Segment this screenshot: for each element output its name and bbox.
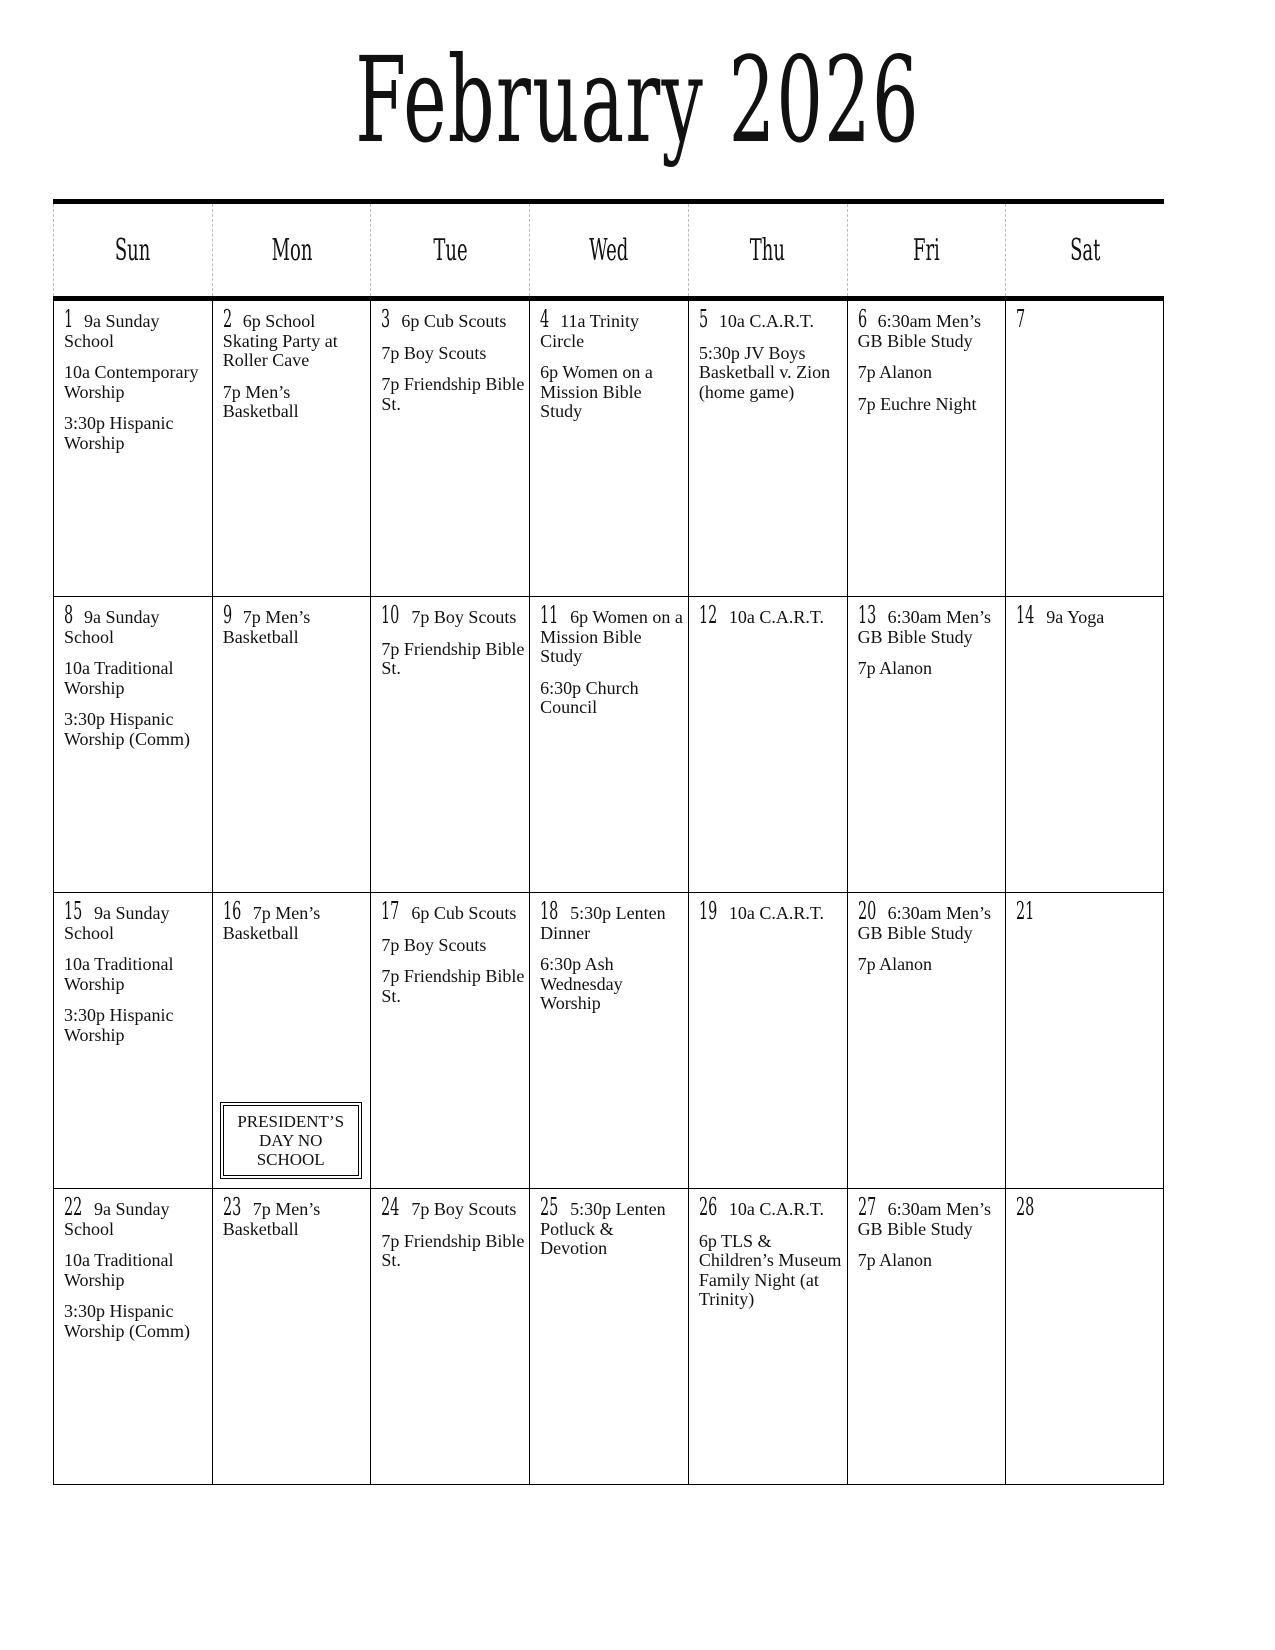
calendar-week — [53, 597, 1164, 893]
calendar-week — [53, 893, 1164, 1189]
day-number: 17 — [381, 897, 400, 925]
day-number: 9 — [222, 601, 232, 629]
day-first-line — [381, 1193, 525, 1221]
day-first-line — [698, 601, 843, 629]
event-item: 6:30am Men’s GB Bible Study — [857, 607, 992, 647]
day-first-line — [698, 897, 843, 925]
day-first-line — [222, 601, 367, 647]
day-cell[interactable] — [1005, 1189, 1164, 1484]
event-item: 6:30p Ash Wednesday Worship — [540, 954, 623, 1013]
day-cell[interactable] — [212, 597, 371, 892]
event-item: 5:30p JV Boys Basketball v. Zion (home game) — [698, 342, 831, 402]
day-cell[interactable] — [688, 1189, 847, 1484]
weekday-header-fri — [847, 204, 1006, 296]
day-first-line — [1016, 1193, 1159, 1221]
day-number: 25 — [540, 1193, 559, 1221]
day-first-line — [64, 1193, 208, 1239]
event-item: 9a Sunday School — [64, 903, 170, 943]
event-item: 10a C.A.R.T. — [728, 903, 825, 923]
weekday-header-sat — [1005, 204, 1164, 296]
day-number: 28 — [1016, 1193, 1035, 1221]
day-number: 4 — [540, 305, 550, 333]
day-first-line — [857, 1193, 1002, 1239]
day-cell[interactable] — [370, 301, 529, 596]
calendar-week — [53, 1189, 1164, 1485]
event-item: 9a Sunday School — [64, 311, 160, 351]
day-cell[interactable] — [529, 1189, 688, 1484]
day-first-line — [857, 305, 1002, 351]
day-cell[interactable] — [53, 893, 212, 1188]
day-cell[interactable] — [53, 301, 212, 596]
day-cell[interactable] — [688, 597, 847, 892]
day-number: 11 — [540, 601, 559, 629]
event-item: 7p Alanon — [857, 954, 933, 974]
day-cell[interactable] — [212, 1189, 371, 1484]
event-item: 7p Friendship Bible St. — [381, 374, 525, 414]
day-number: 22 — [64, 1193, 83, 1221]
event-item: 7p Men’s Basketball — [222, 1199, 321, 1239]
day-number: 19 — [698, 897, 718, 925]
day-first-line — [540, 601, 684, 667]
day-cell[interactable] — [53, 597, 212, 892]
weekday-header-thu — [688, 204, 847, 296]
day-first-line — [698, 1193, 843, 1221]
day-cell[interactable] — [688, 301, 847, 596]
calendar-week — [53, 301, 1164, 597]
day-first-line — [222, 1193, 367, 1239]
day-first-line — [698, 305, 843, 333]
event-item: 7p Friendship Bible St. — [381, 966, 525, 1006]
weekday-label: Sun — [115, 232, 151, 268]
event-item: 6p TLS & Children’s Museum Family Night (at Trinity) — [698, 1230, 842, 1309]
event-item: 7p Men’s Basketball — [222, 903, 321, 943]
day-number: 23 — [222, 1193, 242, 1221]
holiday-note: PRESIDENT’S DAY NO SCHOOL — [223, 1105, 359, 1176]
day-first-line — [381, 305, 525, 333]
event-item: 6p Women on a Mission Bible Study — [540, 362, 653, 421]
event-item: 5:30p Lenten Dinner — [540, 903, 666, 943]
day-cell[interactable] — [370, 893, 529, 1188]
day-cell[interactable] — [53, 1189, 212, 1484]
day-number: 16 — [222, 897, 242, 925]
event-item: 10a Contemporary Worship — [64, 362, 199, 402]
event-item: 10a Traditional Worship — [64, 1250, 174, 1290]
event-item: 6:30am Men’s GB Bible Study — [857, 1199, 992, 1239]
event-item: 3:30p Hispanic Worship — [64, 1005, 174, 1045]
event-item: 9a Sunday School — [64, 1199, 170, 1239]
weekday-header-tue — [370, 204, 529, 296]
day-cell[interactable] — [529, 893, 688, 1188]
calendar-weeks — [53, 301, 1164, 1485]
event-item: 6:30am Men’s GB Bible Study — [857, 311, 982, 351]
day-number: 12 — [698, 601, 718, 629]
weekday-header-mon — [212, 204, 371, 296]
calendar-grid — [53, 199, 1164, 1485]
day-cell[interactable] — [847, 1189, 1006, 1484]
event-item: 10a Traditional Worship — [64, 658, 174, 698]
event-item: 7p Men’s Basketball — [222, 381, 299, 421]
day-number: 15 — [64, 897, 83, 925]
day-first-line — [64, 897, 208, 943]
event-item: 9a Yoga — [1046, 607, 1105, 627]
day-cell[interactable] — [529, 597, 688, 892]
day-number: 10 — [381, 601, 400, 629]
day-cell[interactable] — [688, 893, 847, 1188]
calendar-title: February 2026 — [355, 31, 920, 169]
event-item: 7p Alanon — [857, 362, 933, 382]
day-cell[interactable] — [370, 1189, 529, 1484]
day-first-line — [1016, 601, 1159, 629]
day-number: 2 — [222, 305, 232, 333]
event-item: 7p Friendship Bible St. — [381, 1230, 525, 1270]
event-item: 7p Men’s Basketball — [222, 607, 311, 647]
day-first-line — [381, 601, 525, 629]
day-number: 1 — [64, 305, 74, 333]
day-first-line — [222, 305, 367, 371]
event-item: 7p Boy Scouts — [381, 342, 487, 363]
day-cell[interactable] — [847, 301, 1006, 596]
weekday-label: Wed — [589, 232, 629, 268]
day-number: 24 — [381, 1193, 400, 1221]
weekday-label: Tue — [433, 232, 468, 268]
event-item: 7p Alanon — [857, 1250, 933, 1270]
event-item: 6:30am Men’s GB Bible Study — [857, 903, 992, 943]
event-item: 6p Women on a Mission Bible Study — [540, 607, 683, 666]
day-first-line — [64, 601, 208, 647]
day-cell[interactable] — [529, 301, 688, 596]
event-item: 6p Cub Scouts — [401, 311, 507, 331]
day-number: 13 — [857, 601, 876, 629]
day-first-line — [222, 897, 367, 943]
weekday-label: Sat — [1069, 232, 1101, 268]
weekday-label: Fri — [912, 232, 940, 268]
event-item: 10a C.A.R.T. — [728, 1199, 825, 1219]
day-cell[interactable] — [212, 893, 371, 1188]
day-first-line — [857, 601, 1002, 647]
day-number: 7 — [1016, 305, 1026, 333]
day-number: 20 — [857, 897, 876, 925]
day-number: 6 — [857, 305, 867, 333]
day-cell[interactable] — [212, 301, 371, 596]
day-first-line — [1016, 305, 1159, 333]
event-item: 3:30p Hispanic Worship — [64, 413, 174, 453]
day-cell[interactable] — [847, 597, 1006, 892]
day-first-line — [540, 897, 684, 943]
event-item: 7p Alanon — [857, 658, 933, 678]
event-item: 10a C.A.R.T. — [728, 607, 825, 627]
weekday-label: Thu — [750, 232, 786, 268]
day-first-line — [540, 305, 684, 351]
day-cell[interactable] — [1005, 597, 1164, 892]
day-number: 3 — [381, 305, 391, 333]
weekday-header-sun — [53, 204, 212, 296]
event-item: 10a C.A.R.T. — [718, 311, 815, 331]
day-first-line — [857, 897, 1002, 943]
event-item: 7p Boy Scouts — [411, 1199, 517, 1219]
event-item: 9a Sunday School — [64, 607, 160, 647]
event-item: 3:30p Hispanic Worship (Comm) — [64, 709, 191, 749]
event-item: 7p Euchre Night — [857, 393, 977, 414]
day-first-line — [1016, 897, 1159, 925]
event-item: 7p Boy Scouts — [381, 934, 487, 955]
day-number: 14 — [1016, 601, 1035, 629]
day-cell[interactable] — [1005, 893, 1164, 1188]
event-item: 10a Traditional Worship — [64, 954, 174, 994]
day-first-line — [64, 305, 208, 351]
weekday-label: Mon — [271, 232, 312, 268]
weekday-header-wed — [529, 204, 688, 296]
day-number: 8 — [64, 601, 74, 629]
day-number: 26 — [698, 1193, 718, 1221]
day-cell[interactable] — [1005, 301, 1164, 596]
weekday-header-row — [53, 199, 1164, 301]
day-cell[interactable] — [370, 597, 529, 892]
event-item: 6:30p Church Council — [540, 677, 639, 717]
day-number: 27 — [857, 1193, 876, 1221]
event-item: 3:30p Hispanic Worship (Comm) — [64, 1301, 191, 1341]
day-first-line — [381, 897, 525, 925]
event-item: 7p Friendship Bible St. — [381, 638, 525, 678]
day-number: 21 — [1016, 897, 1035, 925]
day-number: 18 — [540, 897, 559, 925]
day-first-line — [540, 1193, 684, 1259]
event-item: 6p Cub Scouts — [411, 903, 517, 923]
day-cell[interactable] — [847, 893, 1006, 1188]
event-item: 11a Trinity Circle — [540, 311, 639, 351]
event-item: 5:30p Lenten Potluck & Devotion — [540, 1199, 666, 1258]
event-item: 7p Boy Scouts — [411, 607, 517, 627]
day-number: 5 — [698, 305, 709, 333]
event-item: 6p School Skating Party at Roller Cave — [222, 311, 338, 370]
